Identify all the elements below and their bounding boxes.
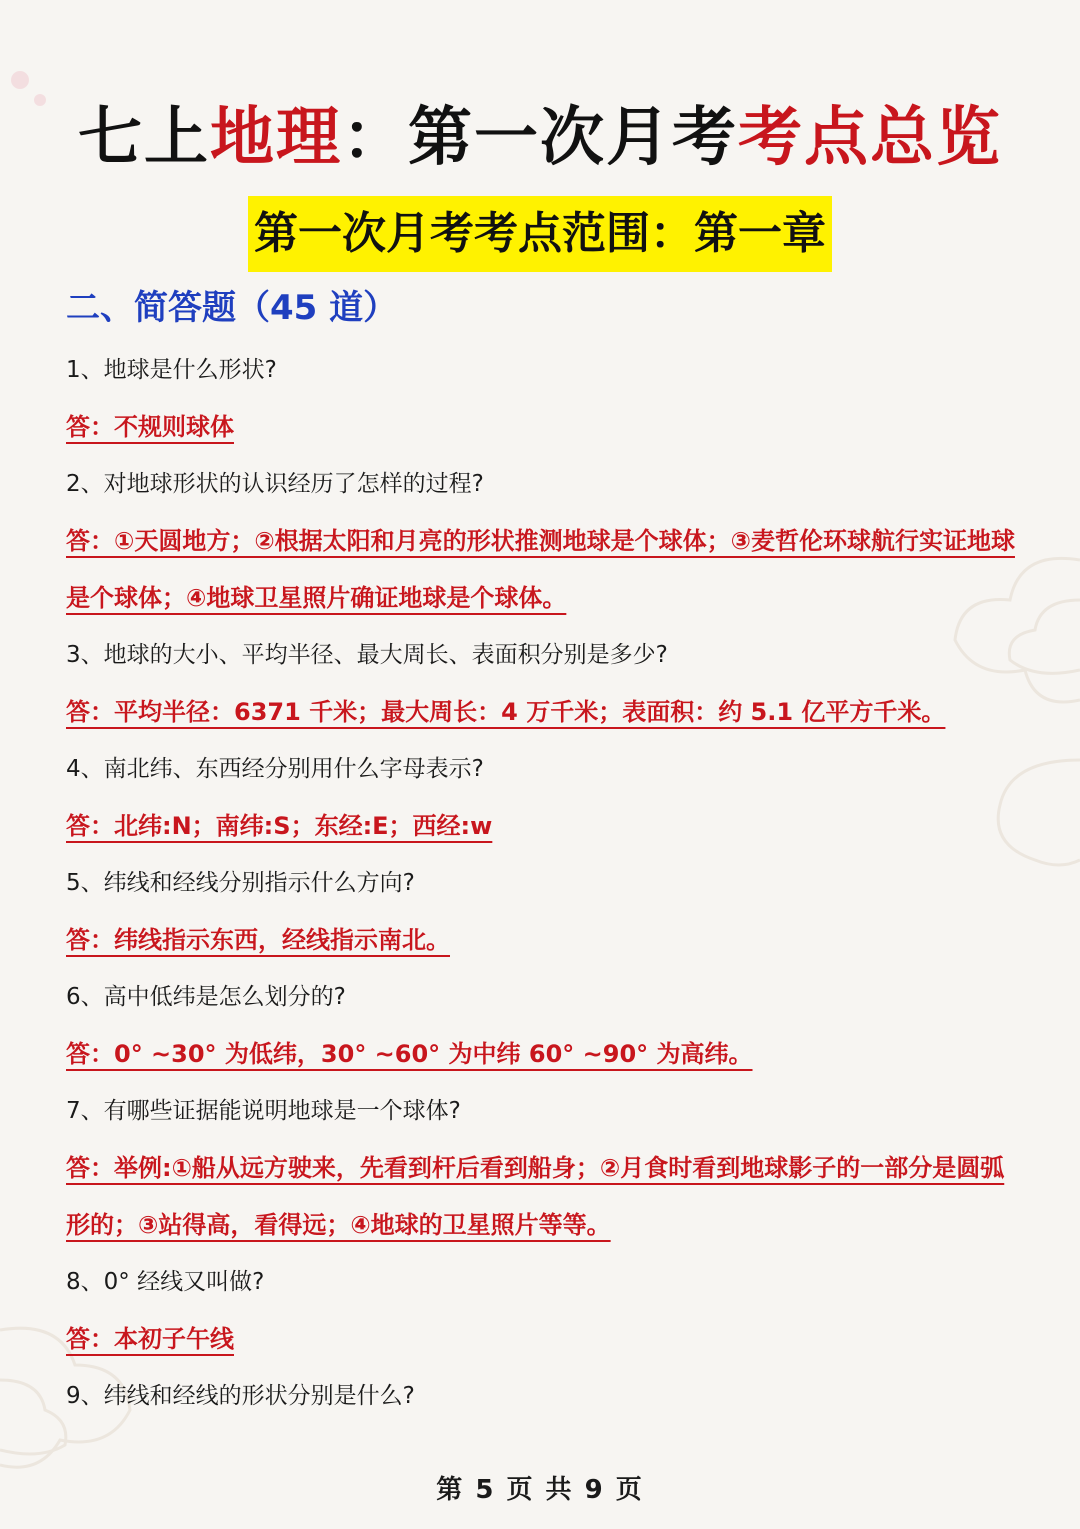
answer-2-text: 答：①天圆地方；②根据太阳和月亮的形状推测地球是个球体；③麦哲伦环球航行实证地球是个球体；④地球卫星照片确证地球是个球体。 [66, 527, 1015, 612]
question-2: 2、对地球形状的认识经历了怎样的过程? [66, 471, 484, 497]
title-part-overview: 考点总览 [738, 101, 1002, 175]
answer-6 [66, 1026, 1026, 1083]
question-3: 3、地球的大小、平均半径、最大周长、表面积分别是多少? [66, 642, 668, 668]
answer-7-text: 答：举例:①船从远方驶来，先看到杆后看到船身；②月食时看到地球影子的一部分是圆弧形的；③站得高，看得远；④地球的卫星照片等等。 [66, 1154, 1005, 1239]
page-title [0, 98, 1080, 178]
title-part-grade: 七上 [78, 101, 210, 175]
answer-8 [66, 1311, 1026, 1368]
answer-2 [66, 513, 1026, 627]
question-8: 8、0° 经线又叫做? [66, 1269, 265, 1295]
answer-6-text: 答：0° ~30° 为低纬，30° ~60° 为中纬 60° ~90° 为高纬。 [66, 1040, 753, 1068]
qa-list [66, 342, 1026, 1425]
question-1: 1、地球是什么形状? [66, 357, 277, 383]
exam-range-text: 第一次月考考点范围：第一章 [248, 196, 832, 272]
answer-1-text: 答：不规则球体 [66, 413, 234, 441]
section-heading: 二、简答题（45 道） [66, 288, 398, 328]
answer-3 [66, 684, 1026, 741]
title-part-exam: ：第一次月考 [342, 101, 738, 175]
question-5: 5、纬线和经线分别指示什么方向? [66, 870, 415, 896]
answer-3-text: 答：平均半径：6371 千米；最大周长：4 万千米；表面积：约 5.1 亿平方千米。 [66, 698, 946, 726]
title-part-subject: 地理 [210, 101, 342, 175]
answer-5 [66, 912, 1026, 969]
answer-5-text: 答：纬线指示东西，经线指示南北。 [66, 926, 450, 954]
answer-4 [66, 798, 1026, 855]
question-6: 6、高中低纬是怎么划分的? [66, 984, 346, 1010]
answer-4-text: 答：北纬:N；南纬:S；东经:E；西经:w [66, 812, 493, 840]
exam-range-banner [0, 196, 1080, 272]
question-9: 9、纬线和经线的形状分别是什么? [66, 1383, 415, 1409]
answer-7 [66, 1140, 1026, 1254]
question-7: 7、有哪些证据能说明地球是一个球体? [66, 1098, 461, 1124]
question-4: 4、南北纬、东西经分别用什么字母表示? [66, 756, 484, 782]
page-number: 第 5 页 共 9 页 [436, 1475, 644, 1505]
answer-8-text: 答：本初子午线 [66, 1325, 234, 1353]
answer-1 [66, 399, 1026, 456]
